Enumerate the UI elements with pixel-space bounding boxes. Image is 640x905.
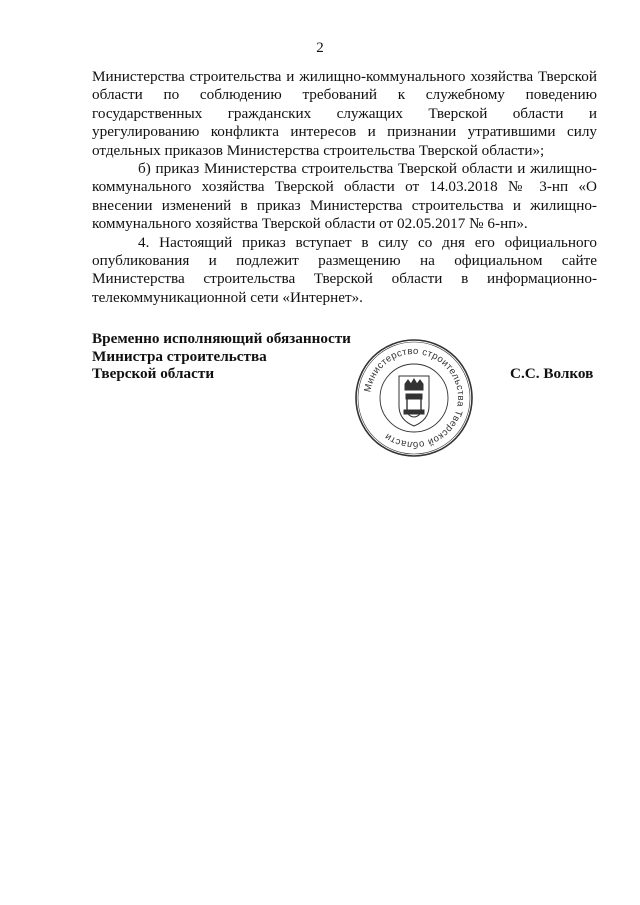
seal-ring-text: Министерство строительства Тверской области: [362, 345, 467, 451]
document-body: [92, 68, 597, 307]
paragraph-item-b: б) приказ Министерства строительства Тверской области и жилищно-коммунального хозяйства Тверской области от 14.03.2018 № 3-нп «О внесении изменений в приказ Министерства строительства и жилищно-коммунального хозяйства Тверской области от 02.05.2017 № 6-нп».: [92, 160, 597, 233]
signatory-title-line-1: Временно исполняющий обязанности: [92, 330, 351, 347]
page-number: 2: [316, 40, 324, 56]
paragraph-item-4: 4. Настоящий приказ вступает в силу со дня его официального опубликования и подлежит размещению на официальном сайте Министерства строительства Тверской области в информационно-телекоммуникационной сети «Интернет».: [92, 233, 597, 306]
coat-of-arms-icon: [399, 376, 429, 426]
signatory-name: С.С. Волков: [510, 365, 594, 382]
signatory-title-line-2: Министра строительства: [92, 347, 267, 365]
signatory-title: [92, 330, 372, 383]
paragraph-continuation: Министерства строительства и жилищно-коммунального хозяйства Тверской области по соблюдению требований к служебному поведению государственных гражданских служащих Тверской области и урегулированию конфликта интересов и признании утратившими силу отдельных приказов Министерства строительства Тверской области»;: [92, 68, 597, 159]
signatory-title-line-3: Тверской области: [92, 365, 215, 383]
official-seal-stamp: [352, 336, 476, 460]
